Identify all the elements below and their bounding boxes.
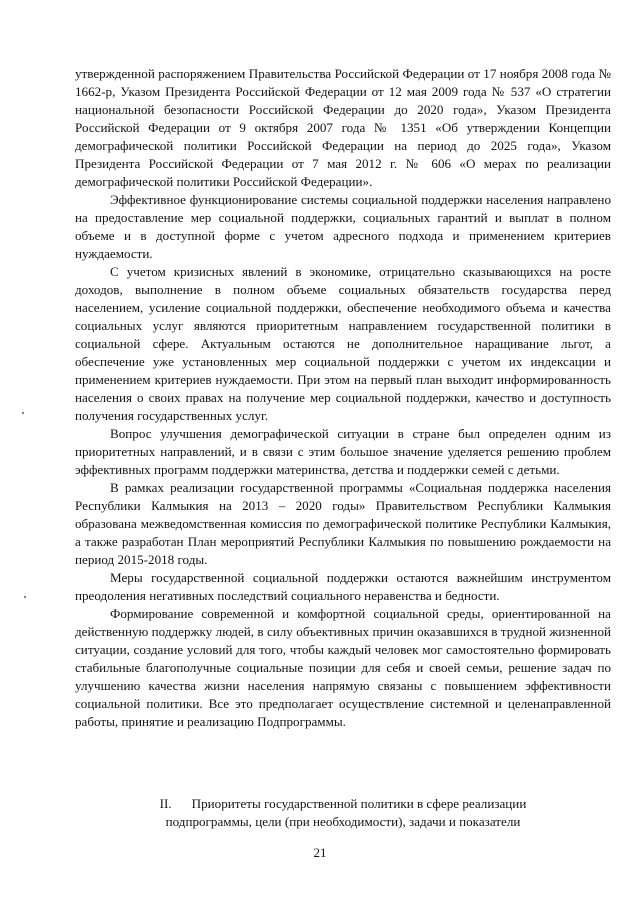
paragraph-social-environment: Формирование современной и комфортной социальной среды, ориентированной на действенную поддержку людей, в силу объективных причин оказавшихся в трудной жизненной ситуации, создание условий для того, чтобы каждый человек мог самостоятельно формировать стабильные благополучные социальные позиции для себя и своей семьи, решение задач по улучшению качества жизни населения напрямую связаны с повышением эффективности социальной политики. Все это предполагает осуществление системной и целенаправленной работы, принятие и реализацию Подпрограммы. — [75, 606, 611, 729]
body-text — [75, 65, 611, 731]
paragraph-support-measures: Меры государственной социальной поддержки остаются важнейшим инструментом преодоления негативных последствий социального неравенства и бедности. — [75, 570, 611, 603]
section-heading-line-1 — [75, 795, 611, 813]
scan-speck — [22, 412, 24, 414]
paragraph-social-support-system: Эффективное функционирование системы социальной поддержки населения направлено на предоставление мер социальной поддержки, социальных гарантий и выплат в полном объеме и в доступной форме с учетом адресного подхода и применением критериев нуждаемости. — [75, 192, 611, 261]
section-number: II. — [159, 796, 172, 811]
section-title-line-2: подпрограммы, цели (при необходимости), задачи и показатели — [165, 814, 521, 829]
paragraph-demographic-situation: Вопрос улучшения демографической ситуации в стране был определен одним из приоритетных направлений, и в связи с этим большое значение уделяется решению проблем эффективных программ поддержки материнства, детства и поддержки семей с детьми. — [75, 426, 611, 477]
paragraph-crisis-economy: С учетом кризисных явлений в экономике, отрицательно сказывающихся на росте доходов, выполнение в полном объеме социальных обязательств государства перед населением, усиление социальной поддержки, обеспечение необходимого объема и качества социальных услуг являются приоритетным направлением государственной политики в социальной сфере. Актуальным остаются не дополнительное наращивание льгот, а обеспечение уже установленных мер социальной поддержки с учетом их индексации и применением критериев нуждаемости. При этом на первый план выходит информированность населения о своих правах на получение мер социальной поддержки, качество и доступность получения государственных услуг. — [75, 264, 611, 423]
section-heading — [75, 795, 611, 831]
scan-speck — [24, 596, 26, 598]
section-title-line-1: Приоритеты государственной политики в сфере реализации — [191, 796, 527, 811]
paragraph-state-program: В рамках реализации государственной программы «Социальная поддержка населения Республики Калмыкия на 2013 – 2020 годы» Правительством Республики Калмыкия образована межведомственная комиссия по демографической политике Республики Калмыкия, а также разработан План мероприятий Республики Калмыкия по повышению рождаемости на период 2015-2018 годы. — [75, 480, 611, 567]
paragraph-continuation: утвержденной распоряжением Правительства Российской Федерации от 17 ноября 2008 года № 1662-р, Указом Президента Российской Федерации от 12 мая 2009 года № 537 «О стратегии национальной безопасности Российской Федерации до 2020 года», Указом Президента Российской Федерации от 9 октября 2007 года № 1351 «Об утверждении Концепции демографической политики Российской Федерации на период до 2025 года», Указом Президента Российской Федерации от 7 мая 2012 г. № 606 «О мерах по реализации демографической политики Российской Федерации». — [75, 66, 611, 189]
page-number: 21 — [313, 845, 327, 860]
